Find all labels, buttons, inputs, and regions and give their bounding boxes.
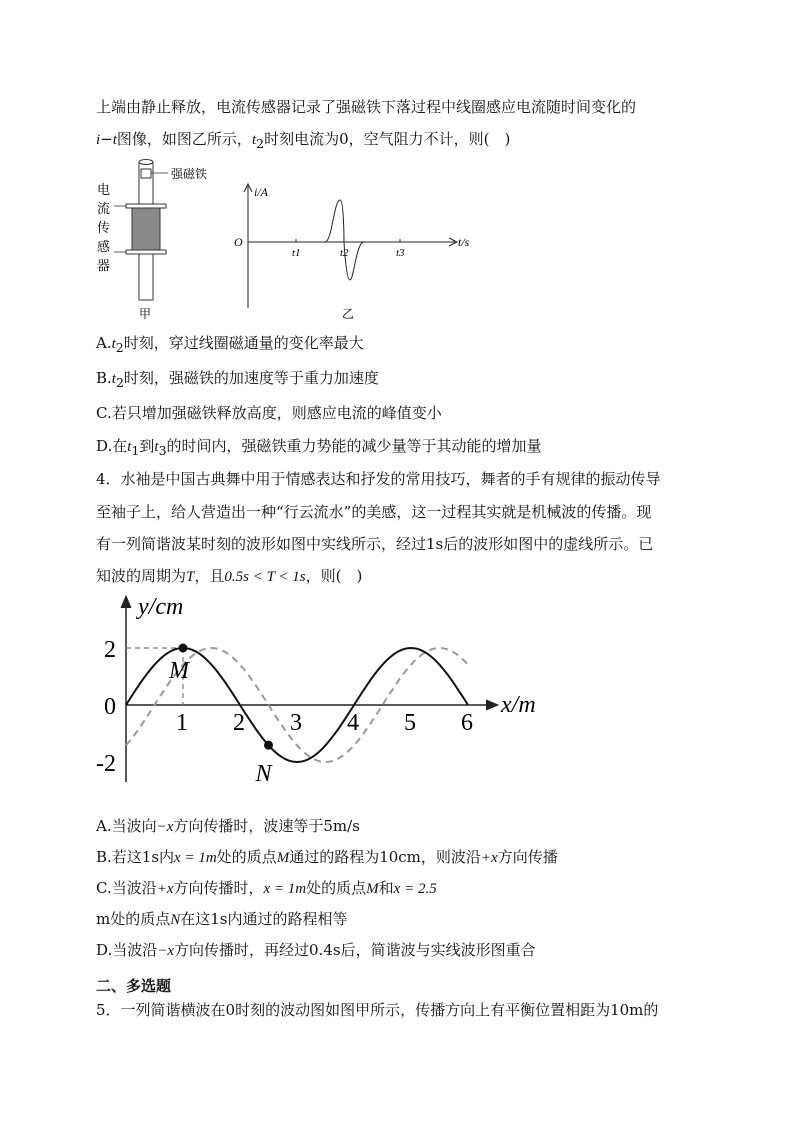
var-t: t [154,439,159,455]
tick-t2: t2 [340,247,349,259]
var-t2: t [251,132,257,148]
text: 知波的周期为 [96,567,187,585]
text: 时刻，强磁铁的加速度等于重力加速度 [123,369,379,387]
direction: +x [156,881,174,897]
coil [132,208,160,250]
text: 时刻，穿过线圈磁通量的变化率最大 [123,334,364,352]
q5-line1: 5．一列简谐横波在0时刻的波动图如图甲所示，传播方向上有平衡位置相距为10m的 [96,1001,659,1019]
text: 方向传播 [497,848,558,866]
caption-jia: 甲 [139,307,152,320]
sensor-label-4: 感 [97,239,111,254]
point-m [179,644,188,653]
var-t: t [127,439,132,455]
sensor-label-5: 器 [97,258,111,273]
q3-option-a [96,333,364,358]
q4-option-d [96,940,536,961]
direction: −x [156,819,174,835]
direction: +x [480,850,498,866]
text: C.若只增加强磁铁释放高度，则感应电流的峰值变小 [96,404,442,422]
sensor-label-1: 电 [97,182,111,197]
sensor-label-3: 传 [97,220,111,235]
var-t: t [111,336,116,352]
yi-xlabel: t/s [458,235,470,249]
y-tick-label--2: -2 [96,751,116,777]
var-t: t [112,132,117,148]
figure-jia [92,158,232,320]
magnet [141,169,151,178]
q4-option-b [96,847,558,868]
text: 图像，如图乙所示， [116,130,252,148]
q4-option-c-line2 [96,909,348,930]
q3-option-b [96,368,379,393]
magnet-label: 强磁铁 [171,167,208,181]
x-tick-label-2: 2 [233,710,245,736]
text: 到 [139,437,155,455]
point-m: M [276,850,290,866]
q4-line4 [96,566,362,587]
caption-yi: 乙 [342,307,355,321]
sub: 2 [256,136,265,151]
direction: −x [157,943,175,959]
text: 和 [378,879,394,897]
x-tick-label-0: 0 [104,694,116,720]
text: 方向传播时， [173,879,264,897]
minus: − [100,130,113,148]
q4-line1: 4．水袖是中国古典舞中用于情感表达和抒发的常用技巧，舞者的手有规律的振动传导 [96,470,661,488]
var-i: i [96,132,101,148]
wave-xlabel: x/m [501,692,536,718]
x-tick-label-6: 6 [461,710,473,736]
text: D.当波沿 [96,941,158,959]
inequality: 0.5s < T < 1s [224,569,306,585]
q4-option-c-line1 [96,878,437,899]
wave-chart [96,592,556,788]
text: C.当波沿 [96,879,157,897]
text: 时刻电流为0，空气阻力不计，则( ) [264,130,511,148]
q3-stem-line1: 上端由静止释放，电流传感器记录了强磁铁下落过程中线圈感应电流随时间变化的 [96,98,637,116]
sub: 3 [158,443,167,458]
label: B. [96,369,112,387]
label: A. [96,334,112,352]
text: ，则( ) [305,567,363,585]
text: m处的质点 [96,910,171,928]
tick-t1: t1 [292,247,301,259]
text: B.若这1s内 [96,848,175,866]
x-tick-label-5: 5 [404,710,416,736]
position: x = 1m [263,881,307,897]
point-m: M [366,881,379,897]
text: 在这1s内通过的路程相等 [180,910,348,928]
q3-option-d [96,436,542,461]
figure-yi [230,180,480,322]
yi-origin: O [234,235,243,249]
text: ，且 [194,567,225,585]
q4-line3: 有一列简谐波某时刻的波形如图中实线所示，经过1s后的波形如图中的虚线所示。已 [96,535,654,553]
point-label-m: M [169,658,189,684]
section-heading: 二、多选题 [96,977,172,995]
y-tick-label-2: 2 [104,637,116,663]
text: 处的质点 [216,848,277,866]
text: 的时间内，强磁铁重力势能的减少量等于其动能的增加量 [166,437,542,455]
text: A.当波向 [96,817,157,835]
var-t: t [111,371,116,387]
x-tick-label-3: 3 [290,710,302,736]
q4-line2: 至袖子上，给人营造出一种“行云流水”的美感，这一过程其实就是机械波的传播。现 [96,503,652,521]
var-T: T [186,569,195,585]
x-tick-label-1: 1 [176,710,188,736]
tick-t3: t3 [396,247,405,259]
sub: 2 [115,375,124,390]
x-tick-label-4: 4 [347,710,359,736]
sub: 1 [131,443,140,458]
point-n [264,741,273,750]
position: x = 1m [174,850,217,866]
q3-option-c [96,403,442,423]
label: D.在 [96,437,128,455]
text: 方向传播时，再经过0.4s后，简谐波与实线波形图重合 [174,941,536,959]
text: 方向传播时，波速等于5m/s [173,817,360,835]
point-n: N [170,912,181,928]
position: x = 2.5 [393,881,437,897]
sub: 2 [115,340,124,355]
text: 通过的路程为10cm，则波沿 [289,848,481,866]
point-label-n: N [255,761,272,788]
q3-stem-line2 [96,129,510,154]
sensor-label-2: 流 [97,201,111,216]
wave-ylabel: y/cm [138,594,184,620]
yi-ylabel: i/A [254,185,268,199]
text: 处的质点 [306,879,367,897]
q4-option-a [96,816,360,837]
